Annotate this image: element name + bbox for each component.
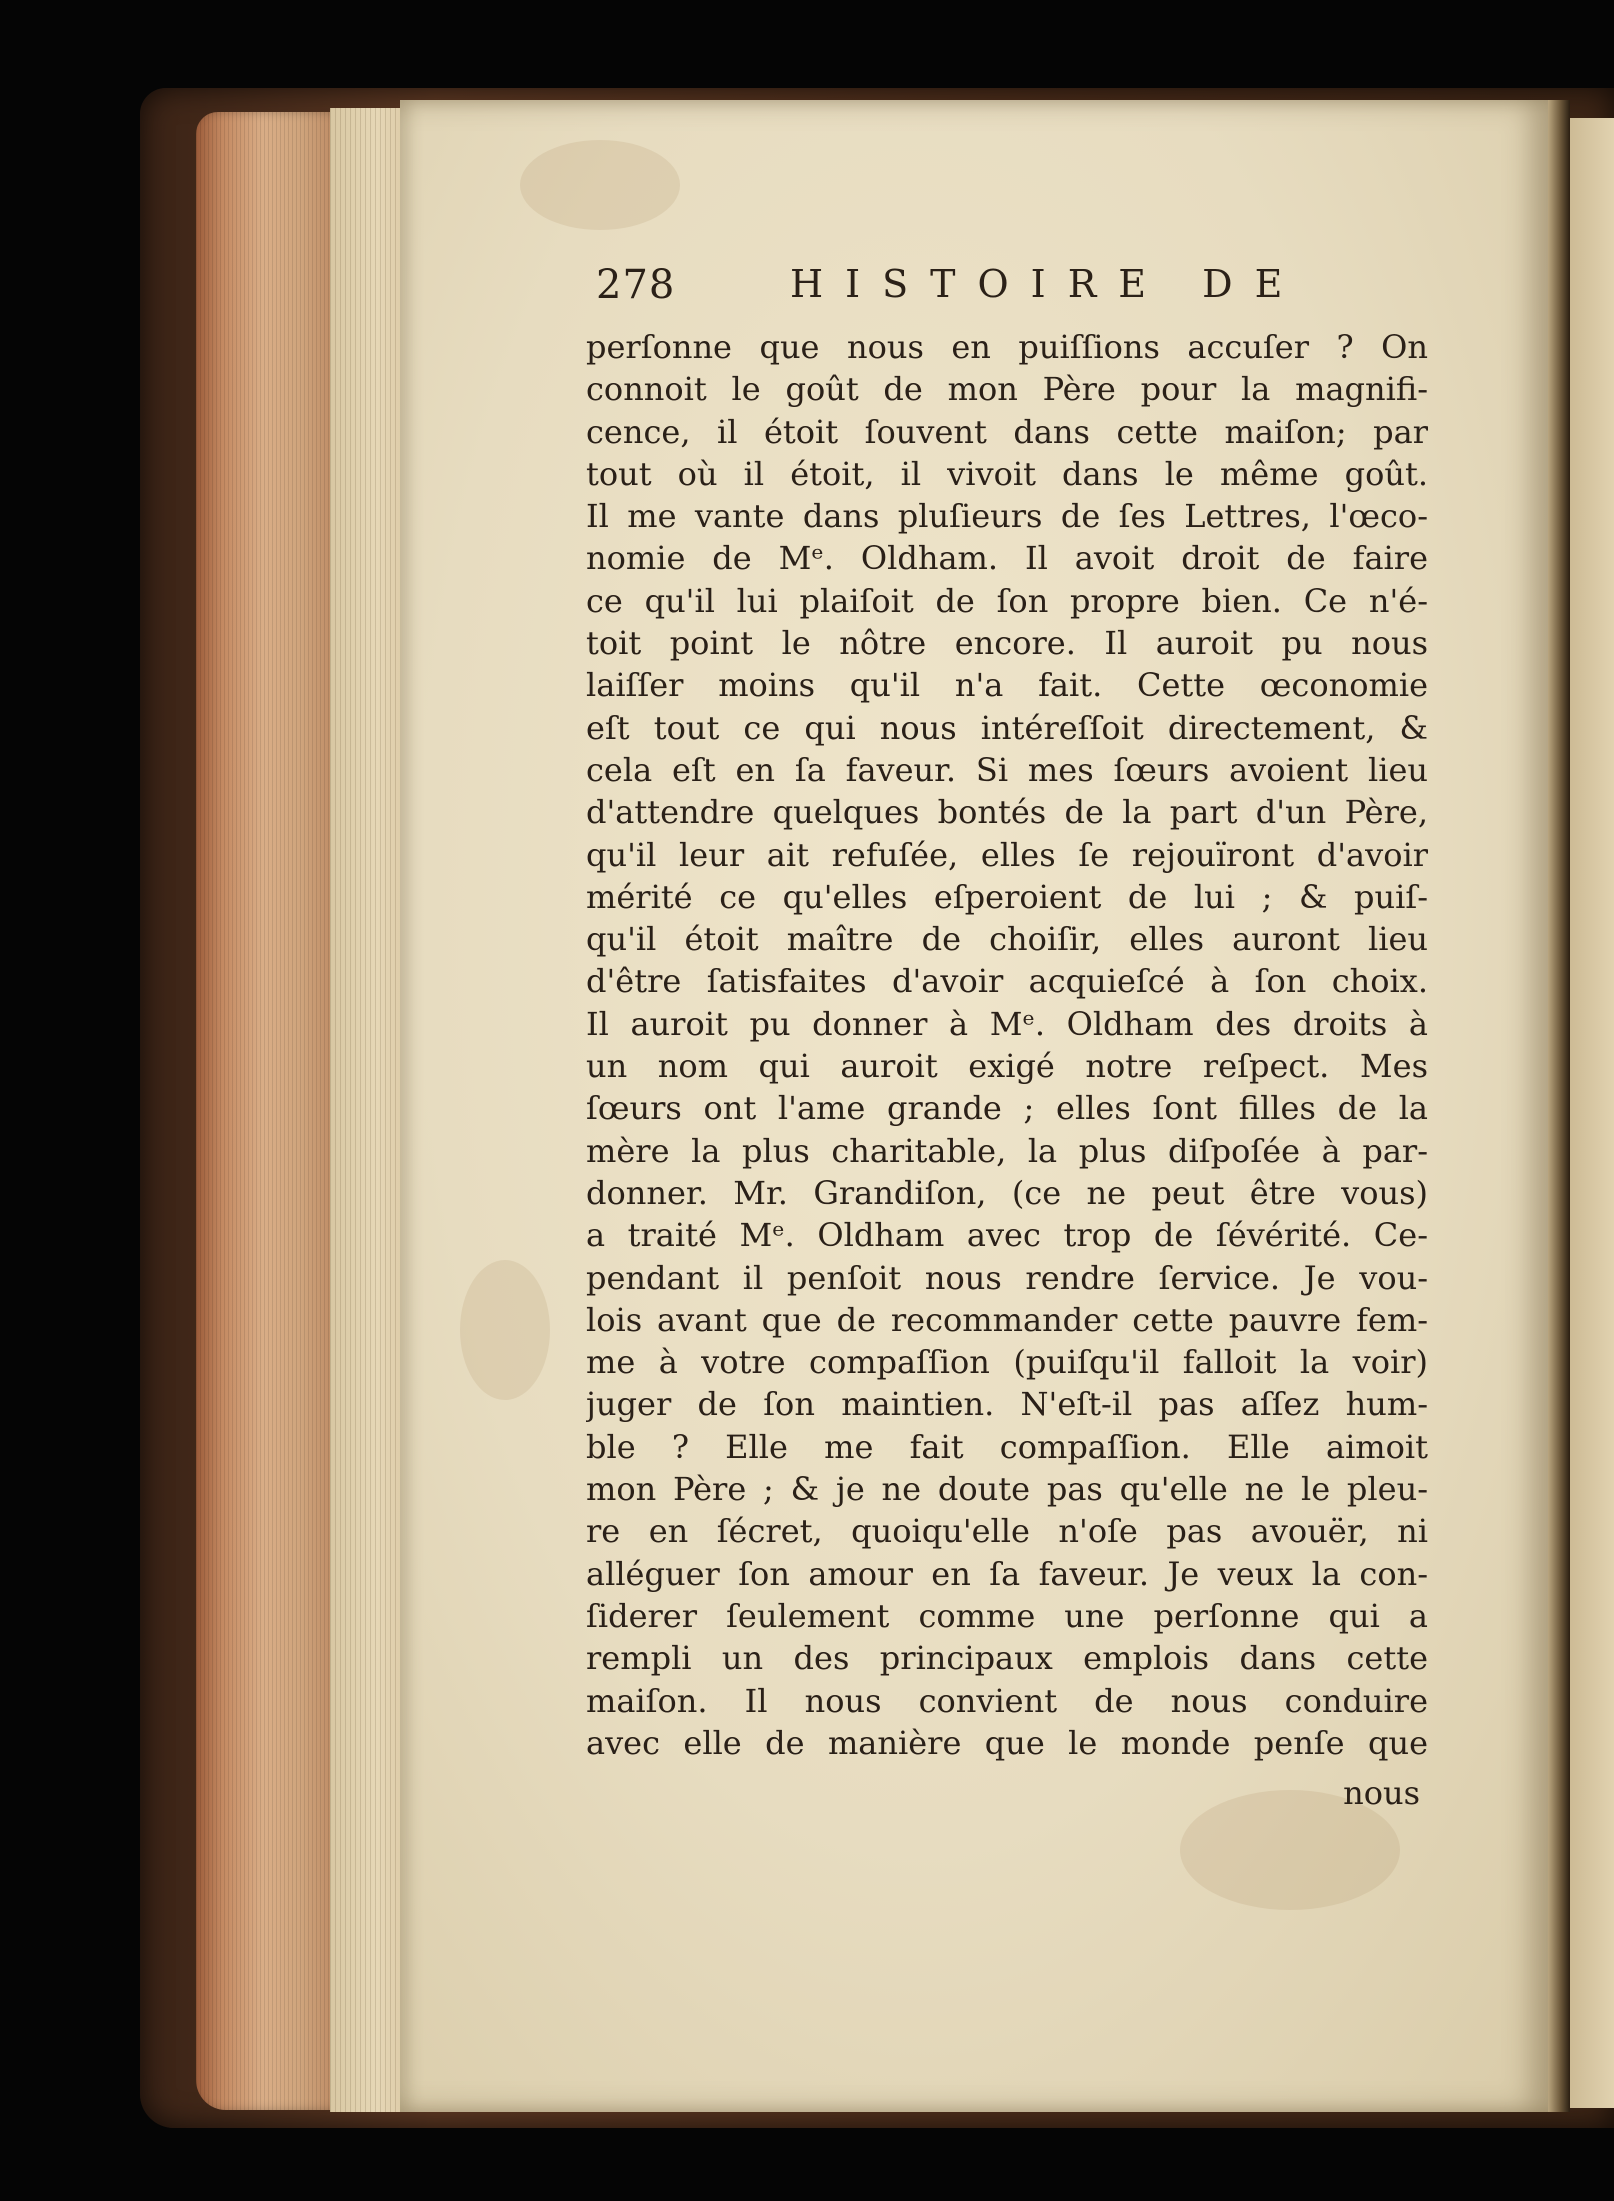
text-line: eſt tout ce qui nous intéreſſoit directement, & (586, 708, 1428, 747)
body-text (586, 326, 1428, 1764)
running-head (596, 262, 1436, 322)
text-line: lois avant que de recommander cette pauvre fem- (586, 1300, 1428, 1339)
text-line: connoit le goût de mon Père pour la magnifi- (586, 370, 1428, 409)
text-line: maiſon. Il nous convient de nous conduire (586, 1681, 1428, 1720)
catchword: nous (1343, 1774, 1420, 1812)
text-line: ſiderer ſeulement comme une perſonne qui a (586, 1596, 1428, 1635)
text-line: qu'il étoit maître de choiſir, elles auront lieu (586, 920, 1428, 959)
page-fore-edge (196, 112, 346, 2110)
text-line: mère la plus charitable, la plus diſpoſée à par- (586, 1131, 1428, 1170)
text-line: ble ? Elle me fait compaſſion. Elle aimoit (586, 1427, 1428, 1466)
text-line: tout où il étoit, il vivoit dans le même goût. (586, 454, 1428, 493)
text-line: Il me vante dans pluſieurs de ſes Lettres, l'œco- (586, 497, 1428, 536)
text-line: alléguer ſon amour en ſa faveur. Je veux la con- (586, 1554, 1428, 1593)
text-line: perſonne que nous en puiſſions accuſer ? On (586, 328, 1428, 366)
text-line: cela eſt en ſa faveur. Si mes ſœurs avoient lieu (586, 750, 1428, 789)
text-line: qu'il leur ait refuſée, elles ſe rejouïront d'avoir (586, 835, 1428, 874)
book-gutter (1548, 100, 1570, 2112)
text-line: Il auroit pu donner à Mᵉ. Oldham des droits à (586, 1004, 1428, 1043)
running-head-title: HISTOIRE DE (790, 262, 1305, 306)
text-line: rempli un des principaux emplois dans cette (586, 1639, 1428, 1678)
text-line: toit point le nôtre encore. Il auroit pu nous (586, 624, 1428, 663)
text-line: d'attendre quelques bontés de la part d'un Père, (586, 793, 1428, 832)
page-number: 278 (596, 262, 676, 308)
text-line: mérité ce qu'elles eſperoient de lui ; & puiſ- (586, 877, 1428, 916)
foxing-stain (520, 140, 680, 230)
text-line: un nom qui auroit exigé notre reſpect. Mes (586, 1047, 1428, 1086)
text-line: ce qu'il lui plaiſoit de ſon propre bien. Ce n'é- (586, 581, 1428, 620)
text-line: cence, il étoit ſouvent dans cette maiſon; par (586, 412, 1428, 451)
text-line: laiſſer moins qu'il n'a fait. Cette œconomie (586, 666, 1428, 705)
text-line: avec elle de manière que le monde penſe que (586, 1723, 1428, 1762)
text-line: a traité Mᵉ. Oldham avec trop de ſévérité. Ce- (586, 1216, 1428, 1255)
text-line: mon Père ; & je ne doute pas qu'elle ne le pleu- (586, 1470, 1428, 1509)
foxing-stain (460, 1260, 550, 1400)
text-line: re en ſécret, quoiqu'elle n'oſe pas avouër, ni (586, 1512, 1428, 1551)
text-line: me à votre compaſſion (puiſqu'il falloit la voir) (586, 1343, 1428, 1382)
text-line: nomie de Mᵉ. Oldham. Il avoit droit de faire (586, 539, 1428, 578)
text-line: juger de ſon maintien. N'eſt-il pas aſſez hum- (586, 1385, 1428, 1424)
text-line: pendant il penſoit nous rendre ſervice. Je vou- (586, 1258, 1428, 1297)
facing-page-edge (1570, 118, 1614, 2108)
text-line: donner. Mr. Grandiſon, (ce ne peut être vous) (586, 1173, 1428, 1212)
text-line: d'être ſatisfaites d'avoir acquieſcé à ſon choix. (586, 962, 1428, 1001)
page-stack (330, 108, 408, 2112)
text-line: ſœurs ont l'ame grande ; elles ſont filles de la (586, 1089, 1428, 1128)
